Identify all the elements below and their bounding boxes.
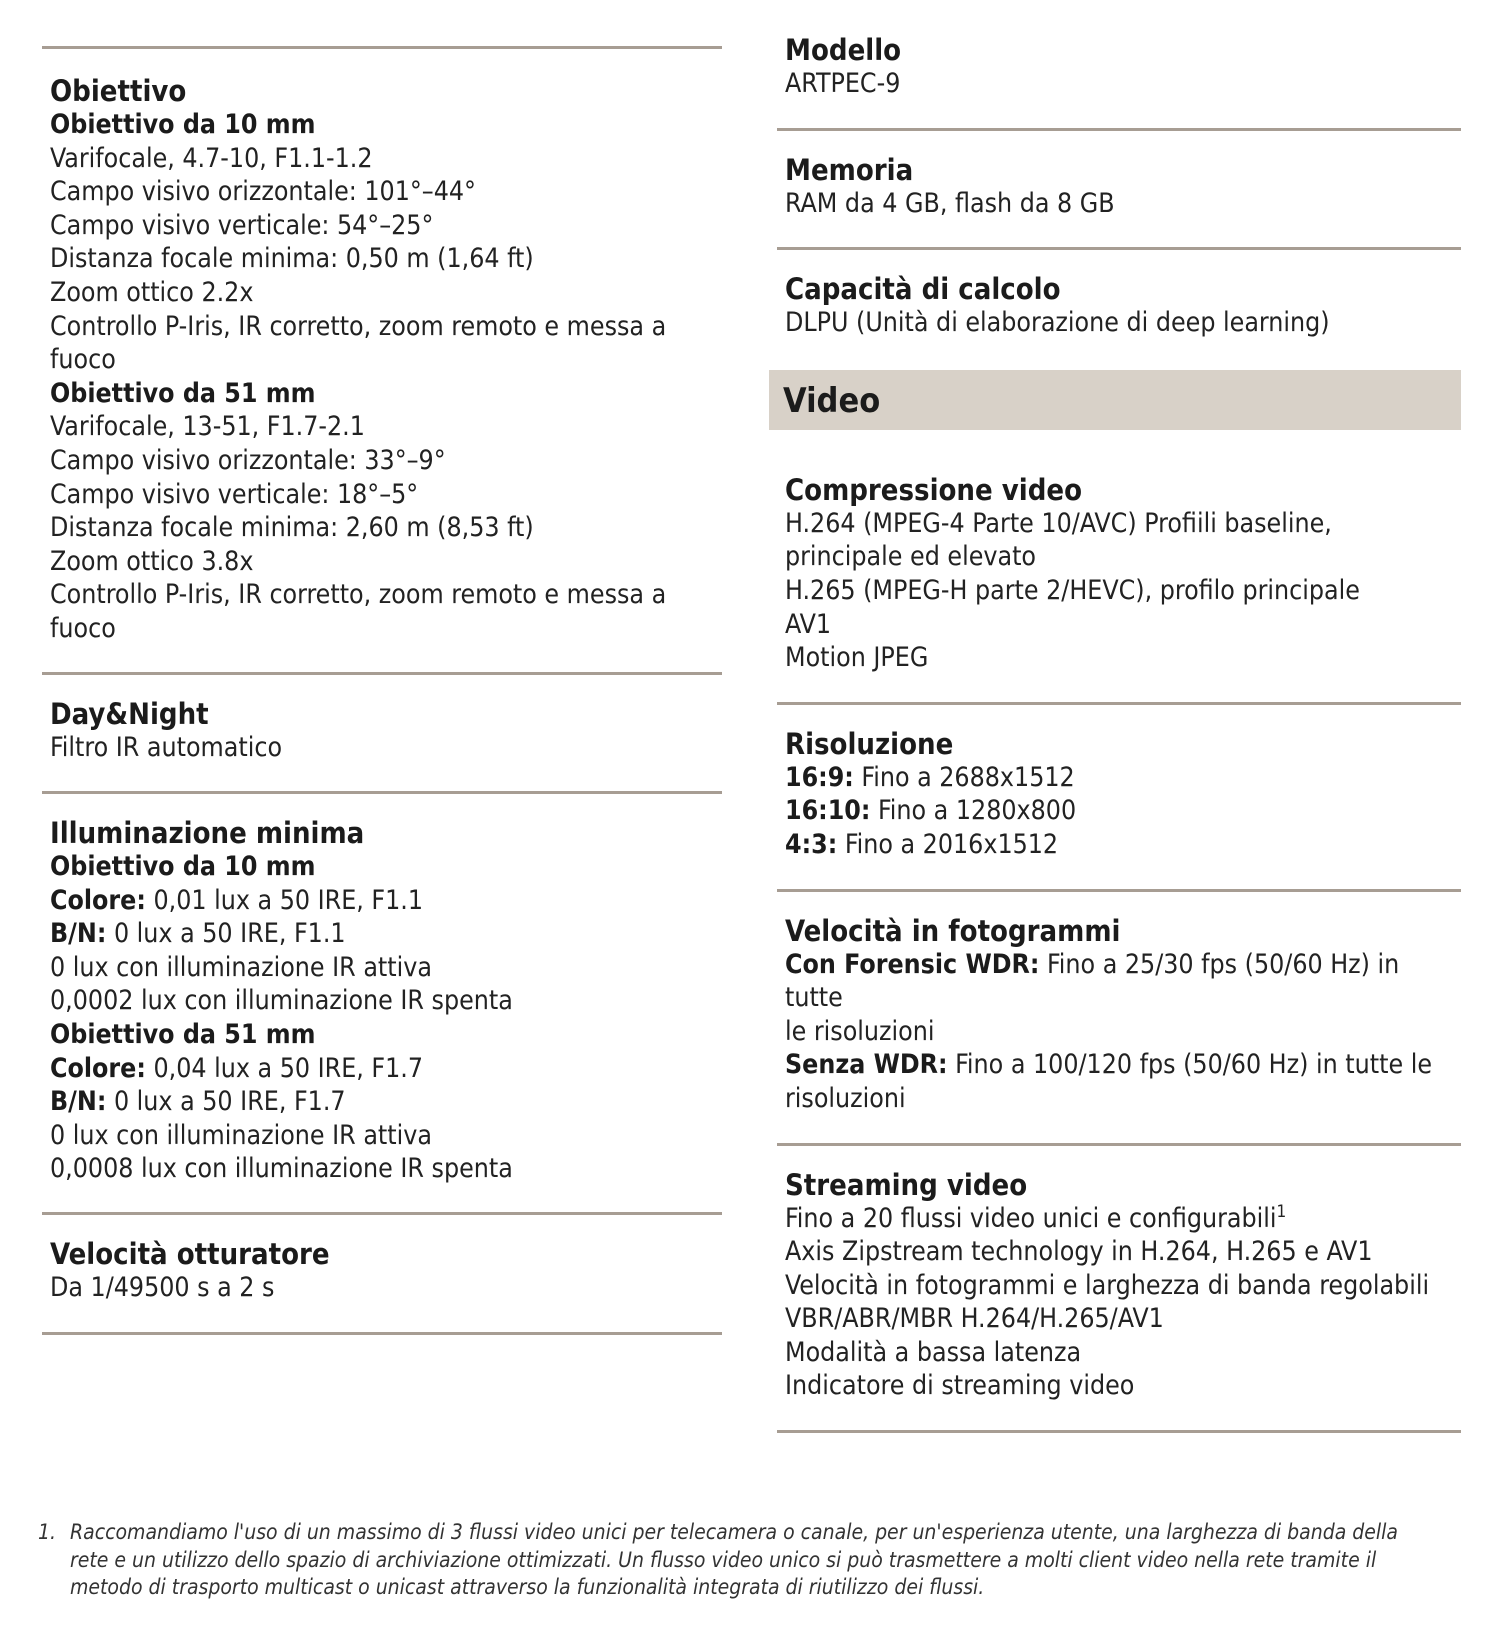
spec-line: Indicatore di streaming video [785,1370,1135,1402]
wdr-value: Fino a 25/30 fps (50/60 Hz) in tutte [785,948,1400,1014]
spec-line: Controllo P-Iris, IR corretto, zoom remoto e messa a [50,579,667,611]
footnote-text: Raccomandiamo l'uso di un massimo di 3 flussi video unici per telecamera o canale, per un'esperienza utente, una larghezza di banda della rete e un utilizzo dello spazio di archiviazione ottimizzati. Un flusso video unico si può trasmettere a molti client video nella rete tramite il metodo di trasporto multicast o unicast attraverso la funzionalità integrata di riutilizzo dei flussi. [70,1520,1399,1599]
section-title: Velocità in fotogrammi [785,913,1121,948]
section-risoluzione [777,705,1461,862]
spec-line: Controllo P-Iris, IR corretto, zoom remoto e messa a [50,310,667,342]
video-section-band [769,370,1461,430]
no-wdr-value: Fino a 100/120 fps (50/60 Hz) in tutte le [947,1049,1432,1081]
spec-line: Modalità a bassa latenza [785,1336,1082,1368]
ratio-label: 16:9: [785,761,854,793]
section-modello [777,0,1461,101]
lens-51-label: Obiettivo da 51 mm [50,377,316,409]
footnote-number: 1. [38,1520,57,1544]
spec-line [785,794,1453,828]
section-title: Illuminazione minima [50,816,365,851]
bn-value: 0 lux a 50 IRE, F1.7 [106,1086,346,1118]
section-title: Modello [785,33,902,67]
spec-line: Varifocale, 13-51, F1.7-2.1 [50,411,365,443]
spec-line: Zoom ottico 2.2x [50,276,254,308]
section-daynight [42,675,722,765]
section-title: Velocità otturatore [50,1237,330,1272]
spec-line: Campo visivo verticale: 18°–5° [50,478,419,510]
section-calcolo [777,250,1461,340]
no-wdr-label: Senza WDR: [785,1049,948,1081]
section-title: Memoria [785,152,914,187]
section-title: Obiettivo [50,74,187,108]
bn-label: B/N: [50,918,107,950]
spec-line: risoluzioni [785,1082,906,1114]
section-fotogrammi [777,892,1461,1116]
spec-line: le risoluzioni [785,1015,935,1047]
spec-line: H.264 (MPEG-4 Parte 10/AVC) Profiili baseline, [785,507,1332,539]
spec-line: principale ed elevato [785,541,1037,573]
spec-line [785,828,1453,862]
spec-line: Velocità in fotogrammi e larghezza di banda regolabili [785,1269,1430,1301]
video-band-title: Video [783,380,881,421]
section-memoria [777,131,1461,221]
spec-line: 0 lux con illuminazione IR attiva [50,1119,432,1151]
spec-line [50,1052,714,1086]
spec-line: ARTPEC-9 [785,68,901,99]
spec-line: Motion JPEG [785,642,929,674]
spec-line: Distanza focale minima: 2,60 m (8,53 ft) [50,512,534,544]
spec-line: Filtro IR automatico [50,731,283,763]
spec-line: Varifocale, 4.7-10, F1.1-1.2 [50,142,373,174]
divider [777,1430,1461,1433]
right-column [777,0,1461,1433]
spec-line: Campo visivo orizzontale: 101°–44° [50,176,476,208]
ratio-label: 16:10: [785,795,871,827]
lens-51-label: Obiettivo da 51 mm [50,1019,316,1051]
section-obiettivo [42,49,722,646]
spec-line: AV1 [785,608,832,640]
ratio-value: Fino a 2016x1512 [837,828,1059,860]
section-title: Capacità di calcolo [785,272,1061,307]
left-column [42,0,722,1335]
ratio-label: 4:3: [785,828,838,860]
section-otturatore [42,1215,722,1305]
spec-line: RAM da 4 GB, flash da 8 GB [785,187,1115,219]
spec-line: 0,0002 lux con illuminazione IR spenta [50,985,513,1017]
color-value: 0,04 lux a 50 IRE, F1.7 [145,1052,424,1084]
section-title: Day&Night [50,696,209,731]
color-value: 0,01 lux a 50 IRE, F1.1 [145,884,424,916]
bn-label: B/N: [50,1086,107,1118]
spec-line: 0 lux con illuminazione IR attiva [50,951,432,983]
spec-line: H.265 (MPEG-H parte 2/HEVC), profilo principale [785,574,1360,606]
footnote [38,1519,1438,1602]
spec-line: 0,0008 lux con illuminazione IR spenta [50,1153,513,1185]
spec-line [50,1085,714,1119]
spec-line: fuoco [50,612,116,644]
spec-line [785,948,1453,1015]
spec-line [785,761,1453,795]
lens-10-label: Obiettivo da 10 mm [50,851,316,883]
spec-line [785,1202,1453,1236]
spec-line: Campo visivo orizzontale: 33°–9° [50,444,446,476]
divider [42,1332,722,1335]
spec-line: DLPU (Unità di elaborazione di deep learning) [785,307,1330,339]
streams-text: Fino a 20 flussi video unici e configurabili [785,1202,1277,1234]
spec-line [785,1048,1453,1082]
ratio-value: Fino a 1280x800 [870,795,1077,827]
wdr-label: Con Forensic WDR: [785,948,1040,980]
section-streaming [777,1146,1461,1404]
section-compressione [777,430,1461,675]
section-title: Risoluzione [785,726,954,761]
section-illuminazione [42,794,722,1186]
color-label: Colore: [50,1052,146,1084]
spec-line: VBR/ABR/MBR H.264/H.265/AV1 [785,1303,1164,1335]
spec-line: Distanza focale minima: 0,50 m (1,64 ft) [50,243,534,275]
spec-line [50,884,714,918]
spec-line: Campo visivo verticale: 54°–25° [50,209,434,241]
spec-line: Da 1/49500 s a 2 s [50,1272,275,1304]
spec-line: fuoco [50,344,116,376]
spec-line: Zoom ottico 3.8x [50,545,254,577]
ratio-value: Fino a 2688x1512 [853,761,1075,793]
section-title: Compressione video [785,472,1083,507]
bn-value: 0 lux a 50 IRE, F1.1 [106,918,346,950]
color-label: Colore: [50,884,146,916]
footnote-ref[interactable]: 1 [1276,1201,1287,1222]
lens-10-label: Obiettivo da 10 mm [50,109,316,140]
spec-line [50,917,714,951]
spec-line: Axis Zipstream technology in H.264, H.265 e AV1 [785,1236,1373,1268]
section-title: Streaming video [785,1167,1028,1202]
